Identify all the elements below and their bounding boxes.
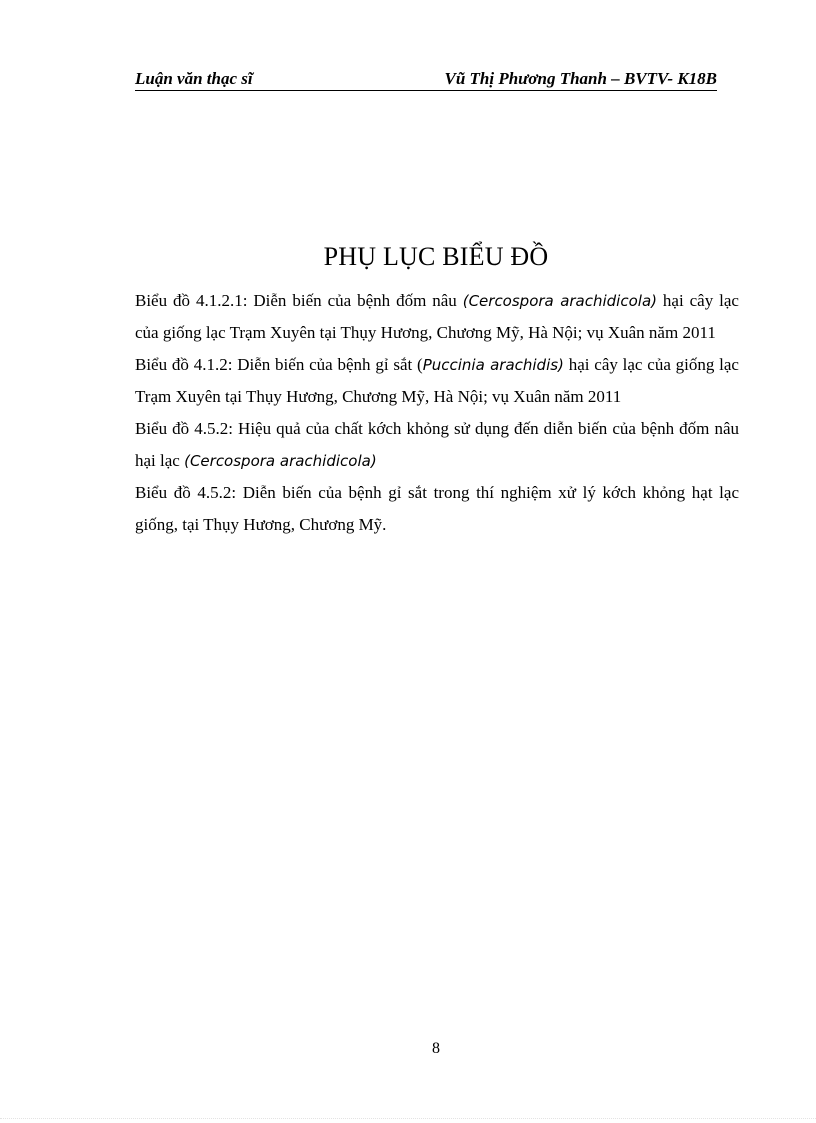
item-species-name: (Cercospora arachidicola): [462, 292, 657, 310]
item-text-continued: hại cây lạc của giống lạc Trạm Xuyên tại Thụy Hương, Chương Mỹ, Hà Nội; vụ Xuân năm 2011: [135, 355, 739, 406]
chart-list: [135, 285, 739, 541]
page-bottom-divider: [0, 1118, 816, 1119]
chart-list-item: [135, 349, 739, 413]
page-header: [135, 68, 717, 91]
item-species-name: (Cercospora arachidicola): [184, 452, 377, 470]
chart-list-item: [135, 477, 739, 541]
header-author: Vũ Thị Phương Thanh – BVTV- K18B: [444, 69, 717, 88]
header-thesis-type: Luận văn thạc sĩ: [135, 69, 253, 88]
item-text-continued: hại cây lạc của giống lạc Trạm Xuyên tại Thụy Hương, Chương Mỹ, Hà Nội; vụ Xuân năm 2011: [135, 291, 739, 342]
chart-list-item: [135, 285, 739, 349]
item-species-name: Puccinia arachidis): [422, 356, 564, 374]
chart-list-item: [135, 413, 739, 477]
page-title: PHỤ LỤC BIỂU ĐỒ: [323, 242, 549, 271]
item-text: Biểu đồ 4.1.2: Diễn biến của bệnh gỉ sắt (: [135, 355, 423, 374]
item-text: Biểu đồ 4.1.2.1: Diễn biến của bệnh đốm nâu: [135, 291, 463, 310]
item-text: Biểu đồ 4.5.2: Hiệu quả của chất kớch khỏng sử dụng đến diễn biến của bệnh đốm nâu hại lạc: [135, 419, 739, 470]
page-number: 8: [432, 1040, 440, 1057]
item-text: Biểu đồ 4.5.2: Diễn biến của bệnh gỉ sắt trong thí nghiệm xử lý kớch khỏng hạt lạc giống, tại Thụy Hương, Chương Mỹ.: [135, 483, 739, 534]
